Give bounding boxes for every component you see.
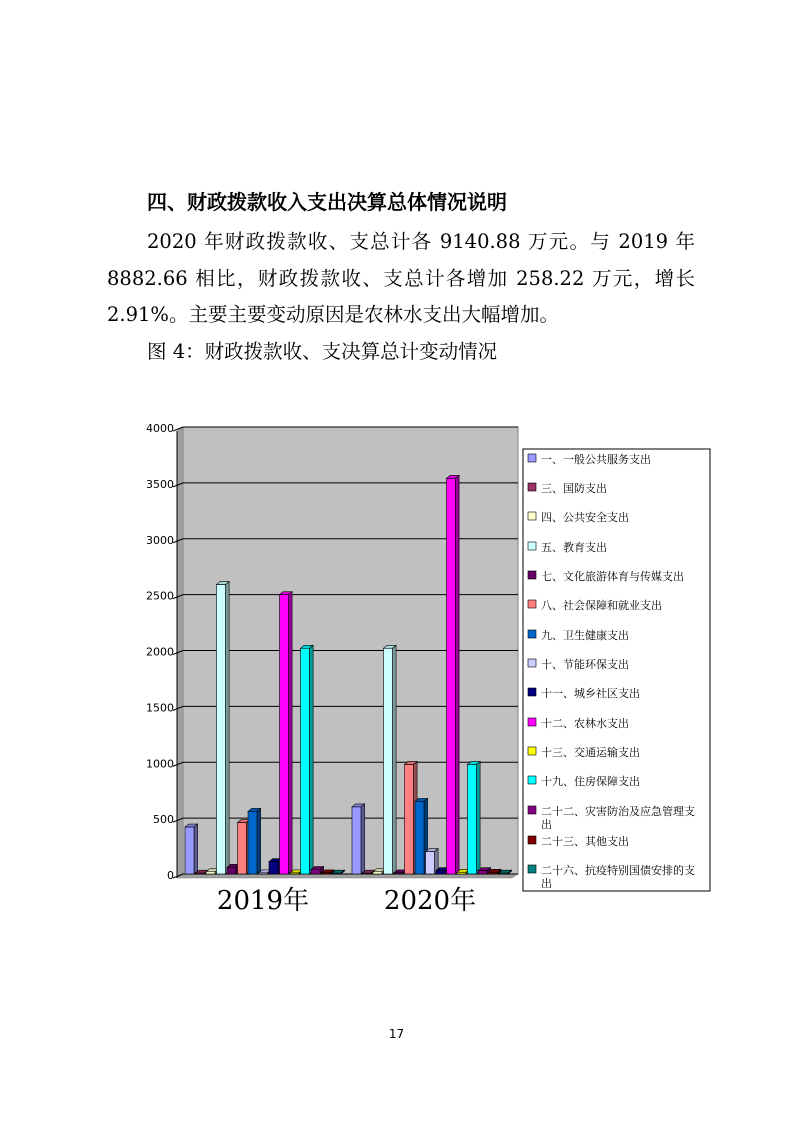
legend-label: 出 xyxy=(541,877,552,890)
y-tick-label: 2000 xyxy=(146,645,174,659)
y-tick-label: 500 xyxy=(153,813,174,827)
bar xyxy=(499,873,508,874)
legend-label: 四、公共安全支出 xyxy=(541,511,629,524)
bar xyxy=(322,873,331,874)
bar xyxy=(196,873,205,874)
legend-swatch xyxy=(528,836,536,844)
bar xyxy=(436,871,445,874)
bar-side xyxy=(477,761,481,874)
bar xyxy=(426,852,435,874)
bar xyxy=(447,478,456,874)
bar xyxy=(311,870,320,874)
figure-caption: 图 4：财政拨款收、支决算总计变动情况 xyxy=(147,340,498,363)
y-tick-label: 3000 xyxy=(146,533,174,547)
legend-label: 出 xyxy=(541,818,552,831)
bar-side xyxy=(393,645,397,874)
legend-swatch xyxy=(528,454,536,462)
bar xyxy=(227,867,236,874)
bar-side xyxy=(194,824,198,874)
bar-side xyxy=(226,582,230,874)
y-tick-label: 2500 xyxy=(146,589,174,603)
bar xyxy=(248,811,257,874)
bar xyxy=(457,872,466,874)
legend-label: 十、节能环保支出 xyxy=(541,658,629,671)
legend-swatch xyxy=(528,865,536,873)
legend-label: 九、卫生健康支出 xyxy=(541,629,629,642)
legend-label: 二十六、抗疫特别国债安排的支 xyxy=(541,864,695,877)
x-category-label: 2020年 xyxy=(383,886,477,916)
legend-swatch xyxy=(528,512,536,520)
y-tick-label: 1500 xyxy=(146,701,174,715)
bar xyxy=(468,764,477,874)
bar xyxy=(352,807,361,874)
bar xyxy=(384,648,393,874)
bar xyxy=(269,862,278,874)
legend-label: 七、文化旅游体育与传媒支出 xyxy=(541,570,684,583)
bar xyxy=(206,872,215,874)
bar xyxy=(405,764,414,874)
bar-side xyxy=(361,804,365,874)
bar xyxy=(259,873,268,874)
bar xyxy=(478,871,487,874)
bar-side xyxy=(257,808,261,874)
legend-label: 五、教育支出 xyxy=(541,541,607,554)
bar xyxy=(415,801,424,874)
bar xyxy=(238,823,247,874)
legend-swatch xyxy=(528,542,536,550)
legend-label: 三、国防支出 xyxy=(541,482,607,495)
legend-label: 二十三、其他支出 xyxy=(541,835,629,848)
legend-swatch xyxy=(528,630,536,638)
legend-label: 十九、住房保障支出 xyxy=(541,775,640,788)
legend-swatch xyxy=(528,747,536,755)
legend-label: 八、社会保障和就业支出 xyxy=(541,599,662,612)
y-tick-label: 0 xyxy=(167,869,174,882)
legend-swatch xyxy=(528,600,536,608)
bar xyxy=(185,827,194,874)
y-tick-label: 3500 xyxy=(146,477,174,491)
x-category-label: 2019年 xyxy=(216,886,310,916)
legend-label: 十三、交通运输支出 xyxy=(541,746,640,759)
bar-side xyxy=(310,645,314,874)
bar xyxy=(280,595,289,874)
bar xyxy=(290,873,299,874)
legend-swatch xyxy=(528,571,536,579)
bar xyxy=(217,585,226,874)
legend-label: 二十二、灾害防治及应急管理支 xyxy=(541,805,695,818)
page-number: 17 xyxy=(388,1027,405,1041)
body-paragraph: 2020 年财政拨款收、支总计各 9140.88 万元。与 2019 年 8882.66 相比，财政拨款收、支总计各增加 258.22 万元，增长 2.91%。主要主要变动原因是农林水支出大幅增加。 xyxy=(107,230,695,326)
bar xyxy=(394,873,403,874)
bar xyxy=(489,872,498,874)
bar-side xyxy=(289,592,293,874)
legend-swatch xyxy=(528,718,536,726)
bar xyxy=(332,873,341,874)
bar-side xyxy=(456,475,460,874)
legend-swatch xyxy=(528,806,536,814)
legend-swatch xyxy=(528,483,536,491)
legend-label: 一、一般公共服务支出 xyxy=(541,453,651,466)
bar xyxy=(373,872,382,874)
section-heading: 四、财政拨款收入支出决算总体情况说明 xyxy=(147,190,507,214)
legend-label: 十一、城乡社区支出 xyxy=(541,687,640,700)
plot-floor xyxy=(177,874,518,878)
y-tick-label: 1000 xyxy=(146,757,174,771)
legend-swatch xyxy=(528,659,536,667)
legend-swatch xyxy=(528,776,536,784)
legend-label: 十二、农林水支出 xyxy=(541,717,629,730)
bar xyxy=(301,648,310,874)
y-tick-label: 4000 xyxy=(146,422,174,435)
bar xyxy=(363,873,372,874)
legend-swatch xyxy=(528,688,536,696)
